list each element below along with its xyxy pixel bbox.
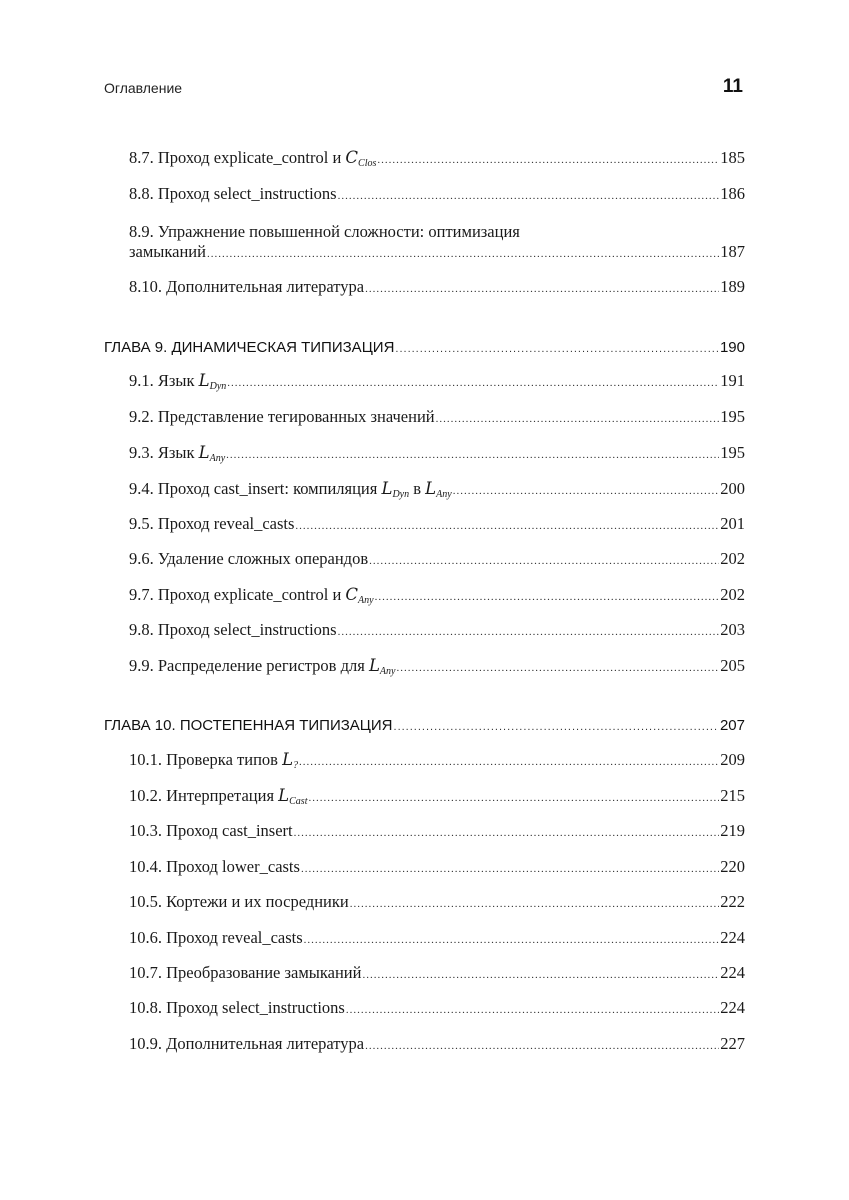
toc-page-number: 205 (720, 656, 745, 675)
toc-page-number: 201 (720, 514, 745, 533)
toc-entry-9-3[interactable]: 9.3. Язык $L_{Any}$ ..... 195 (129, 443, 745, 465)
page-number: 11 (722, 76, 743, 97)
toc-page-number: 220 (720, 857, 745, 876)
toc-entry-10-4[interactable]: 10.4. Проход lower_casts ..... 220 (129, 857, 745, 879)
running-head: Оглавление (104, 80, 183, 96)
toc-entry-10-1[interactable]: 10.1. Проверка типов $L_?$ ..... 209 (129, 750, 745, 772)
toc-entry-10-8[interactable]: 10.8. Проход select_instructions ..... 224 (129, 998, 745, 1020)
toc-page-number: 185 (720, 148, 745, 167)
toc-page-number: 191 (720, 371, 745, 390)
toc-entry-10-7[interactable]: 10.7. Преобразование замыканий ..... 224 (129, 963, 745, 985)
toc-entry-10-9[interactable]: 10.9. Дополнительная литература ..... 227 (129, 1034, 745, 1056)
toc-entry-9-7[interactable]: 9.7. Проход explicate_control и $C_{Any}$ ..... 202 (129, 585, 745, 607)
toc-page-number: 190 (719, 339, 745, 356)
toc-page-number: 224 (720, 963, 745, 982)
toc-page-number: 189 (720, 277, 745, 296)
toc-entry-10-3[interactable]: 10.3. Проход cast_insert ..... 219 (129, 821, 745, 843)
toc-entry-10-5[interactable]: 10.5. Кортежи и их посредники ..... 222 (129, 892, 745, 914)
toc-entry-8-9-line1[interactable]: 8.9. Упражнение повышенной сложности: оптимизация (129, 222, 520, 241)
toc-entry-9-6[interactable]: 9.6. Удаление сложных операндов ..... 202 (129, 549, 745, 571)
toc-entry-9-1[interactable]: 9.1. Язык $L_{Dyn}$ ..... 191 (129, 371, 745, 393)
toc-page-number: 202 (720, 585, 745, 604)
toc-entry-9-2[interactable]: 9.2. Представление тегированных значений ..... 195 (129, 407, 745, 429)
toc-entry-8-8[interactable]: 8.8. Проход select_instructions ..... 186 (129, 184, 745, 206)
toc-page-number: 202 (720, 549, 745, 568)
toc-entry-8-10[interactable]: 8.10. Дополнительная литература ..... 189 (129, 277, 745, 299)
toc-entry-8-9[interactable]: замыканий ..... 187 (129, 242, 745, 264)
toc-page-number: 224 (720, 928, 745, 947)
toc-page-number: 227 (720, 1034, 745, 1053)
toc-page-number: 200 (720, 479, 745, 498)
toc-entry-8-7[interactable]: 8.7. Проход explicate_control и $C_{Clos}$ ..... 185 (129, 148, 745, 170)
toc-entry-9-9[interactable]: 9.9. Распределение регистров для $L_{Any}$ ..... 205 (129, 656, 745, 678)
toc-entry-9-8[interactable]: 9.8. Проход select_instructions ..... 203 (129, 620, 745, 642)
toc-page-number: 215 (720, 786, 745, 805)
toc-page-number: 203 (720, 620, 745, 639)
toc-page-number: 224 (720, 998, 745, 1017)
toc-page-number: 207 (719, 717, 745, 734)
toc-entry-9-5[interactable]: 9.5. Проход reveal_casts ..... 201 (129, 514, 745, 536)
toc-page-number: 186 (720, 184, 745, 203)
toc-page-number: 219 (720, 821, 745, 840)
toc-page-number: 195 (720, 443, 745, 462)
toc-page-number: 209 (720, 750, 745, 769)
toc-entry-10-6[interactable]: 10.6. Проход reveal_casts ..... 224 (129, 928, 745, 950)
toc-chapter-9[interactable]: ГЛАВА 9. ДИНАМИЧЕСКАЯ ТИПИЗАЦИЯ ..... 190 (104, 338, 745, 359)
toc-page-number: 222 (720, 892, 745, 911)
toc-entry-9-4[interactable]: 9.4. Проход cast_insert: компиляция $L_{Dyn}$ в $L_{Any}$ ..... 200 (129, 479, 745, 501)
toc-page-number: 187 (720, 242, 745, 261)
toc-page-number: 195 (720, 407, 745, 426)
toc-chapter-10[interactable]: ГЛАВА 10. ПОСТЕПЕННАЯ ТИПИЗАЦИЯ ..... 207 (104, 716, 745, 737)
toc-entry-10-2[interactable]: 10.2. Интерпретация $L_{Cast}$ ..... 215 (129, 786, 745, 808)
